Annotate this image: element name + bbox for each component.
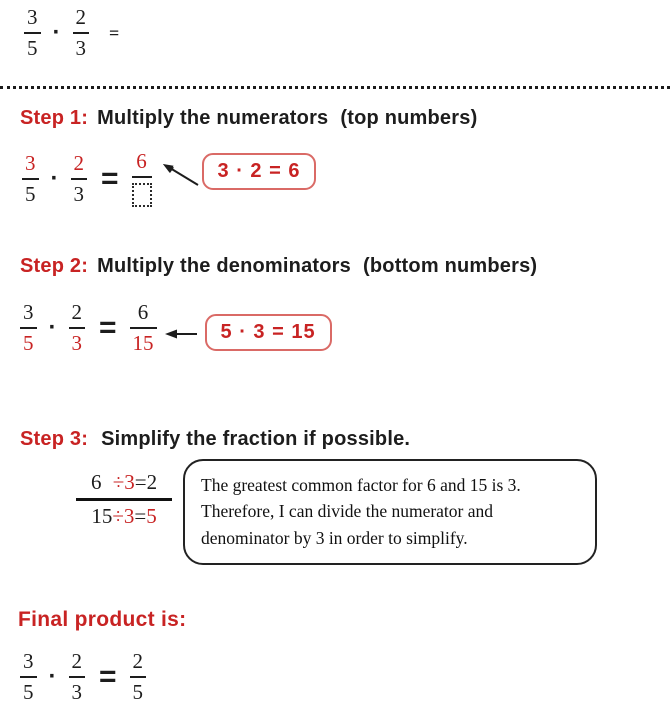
fraction-bar <box>24 32 41 34</box>
step2-label: Step 2: <box>20 255 89 277</box>
fraction-bar <box>69 327 86 329</box>
step2-paren: (bottom numbers) <box>363 255 538 277</box>
numerator: 3 <box>23 300 34 324</box>
den-equals: = <box>134 504 147 528</box>
num-equals: = <box>134 470 147 494</box>
simplify-work <box>76 472 172 527</box>
step1-title: Multiply the numerators <box>97 107 329 129</box>
arrow-up-left-icon <box>156 158 200 188</box>
note-line: Therefore, I can divide the numerator and <box>201 501 494 522</box>
fraction-bar <box>132 176 152 178</box>
fraction-two-thirds <box>71 7 92 59</box>
note-line: The greatest common factor for 6 and 15 is 3. <box>201 475 521 495</box>
den-value: 15 <box>91 504 113 528</box>
step1-equation <box>20 149 316 206</box>
problem-equation <box>22 6 119 60</box>
arrow-left-icon <box>163 328 199 340</box>
fraction-bar <box>22 178 39 180</box>
step2-heading <box>20 255 537 278</box>
den-result-red: 5 <box>146 504 157 528</box>
fraction-three-fifths <box>20 153 41 205</box>
step2-callout-box: 5 · 3 = 15 <box>205 314 332 351</box>
step1-paren: (top numbers) <box>340 107 478 129</box>
num-result: 2 <box>146 470 158 494</box>
result-fraction-partial <box>130 151 154 207</box>
step3-label: Step 3: <box>20 428 89 450</box>
fraction-bar <box>73 32 90 34</box>
fraction-three-fifths <box>18 651 39 703</box>
fraction-numerator: 3 <box>27 5 38 29</box>
step1-label: Step 1: <box>20 107 89 129</box>
step3-title: Simplify the fraction if possible. <box>101 428 411 450</box>
simplify-numerator-line <box>89 472 159 493</box>
fraction-bar <box>130 327 157 329</box>
result-denominator-red: 15 <box>132 331 154 355</box>
empty-denominator-box <box>132 183 152 207</box>
result-numerator: 6 <box>136 149 147 173</box>
step1-callout-box: 3 · 2 = 6 <box>202 153 317 190</box>
denominator-red: 3 <box>71 331 82 355</box>
result-fraction <box>128 302 159 354</box>
fraction-bar <box>76 498 172 501</box>
result-numerator: 6 <box>137 300 149 324</box>
denominator: 3 <box>71 680 82 704</box>
numerator: 2 <box>71 300 82 324</box>
final-equation <box>18 650 148 704</box>
multiply-dot: · <box>48 314 57 341</box>
denominator: 5 <box>25 182 36 206</box>
gcf-note-box <box>183 459 597 565</box>
note-line: denominator by 3 in order to simplify. <box>201 527 468 548</box>
result-numerator: 2 <box>132 649 144 673</box>
numerator-red: 2 <box>73 151 84 175</box>
equals-sign: = <box>99 311 116 344</box>
step2-title: Multiply the denominators <box>97 255 351 277</box>
fraction-numerator: 2 <box>75 5 86 29</box>
simplify-denominator-line <box>89 506 158 527</box>
fraction-bar <box>69 676 86 678</box>
step1-heading <box>20 107 477 130</box>
fraction-three-fifths <box>18 302 39 354</box>
numerator: 2 <box>71 649 82 673</box>
num-divide-op: ÷3 <box>112 470 135 494</box>
multiply-dot: · <box>50 165 59 192</box>
fraction-two-thirds <box>69 153 90 205</box>
step2-equation <box>18 301 332 355</box>
final-product-heading: Final product is: <box>18 608 187 631</box>
fraction-denominator: 3 <box>75 36 86 60</box>
multiply-dot: · <box>48 663 57 690</box>
den-divide-op: ÷3 <box>112 504 135 528</box>
fraction-bar <box>130 676 147 678</box>
denominator-red: 5 <box>23 331 34 355</box>
multiply-dot: · <box>52 19 61 46</box>
denominator: 3 <box>73 182 84 206</box>
num-value: 6 <box>90 470 102 494</box>
fraction-denominator: 5 <box>27 36 38 60</box>
fraction-three-fifths <box>22 7 43 59</box>
equals-sign: = <box>101 162 118 195</box>
numerator-red: 3 <box>25 151 36 175</box>
final-result-fraction <box>128 651 149 703</box>
fraction-bar <box>20 676 37 678</box>
fraction-two-thirds <box>67 651 88 703</box>
denominator: 5 <box>23 680 34 704</box>
result-denominator: 5 <box>132 680 144 704</box>
step3-heading <box>20 428 410 451</box>
equals-sign: = <box>99 660 116 693</box>
numerator: 3 <box>23 649 34 673</box>
fraction-bar <box>20 327 37 329</box>
fraction-bar <box>71 178 88 180</box>
equals-sign: = <box>109 22 120 43</box>
fraction-two-thirds <box>67 302 88 354</box>
dotted-divider <box>0 86 670 89</box>
